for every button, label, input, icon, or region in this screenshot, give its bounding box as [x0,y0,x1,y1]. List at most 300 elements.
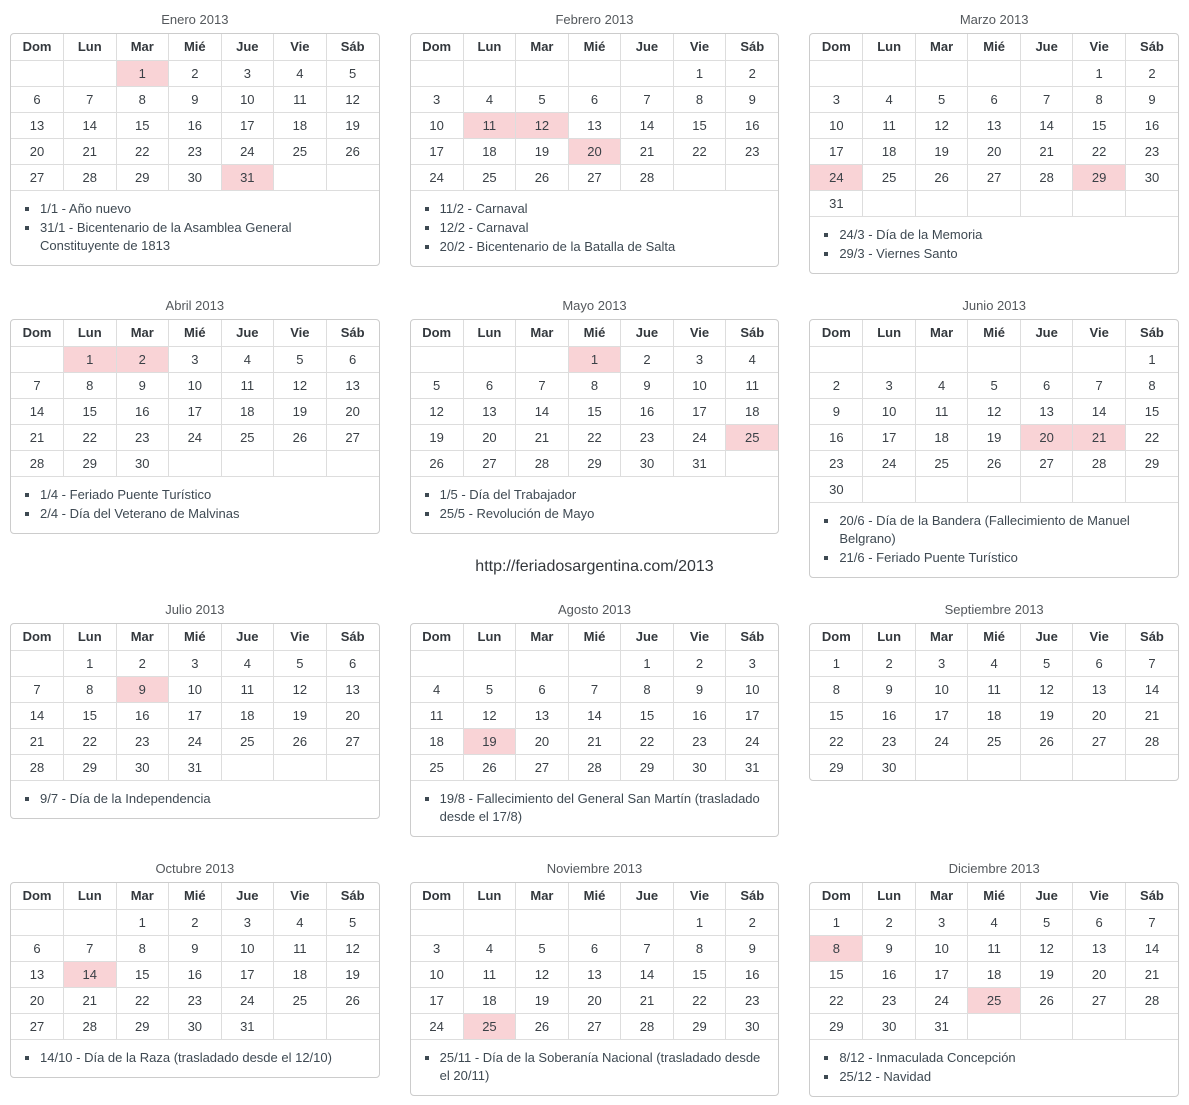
holiday-notes-list [810,1039,1178,1096]
day-cell: 10 [810,112,863,138]
day-cell: 13 [463,398,516,424]
empty-day-cell [1020,346,1073,372]
day-header-cell: Sáb [1125,34,1178,60]
day-cell: 15 [116,961,169,987]
day-cell: 7 [64,935,117,961]
day-header-cell: Mié [968,320,1021,346]
day-cell: 8 [116,935,169,961]
day-cell: 29 [116,164,169,190]
empty-day-cell [326,164,379,190]
day-cell: 9 [810,398,863,424]
holiday-note: ▪ 1/5 - Día del Trabajador [440,486,769,504]
empty-day-cell [274,164,327,190]
empty-day-cell [411,60,464,86]
holiday-note: ▪ 24/3 - Día de la Memoria [839,226,1168,244]
day-cell: 19 [915,138,968,164]
month-table [411,883,779,1039]
month-box [10,33,380,266]
day-cell: 6 [463,372,516,398]
day-cell: 3 [915,909,968,935]
empty-day-cell [463,909,516,935]
day-cell: 17 [169,702,222,728]
day-header-cell: Mié [968,883,1021,909]
day-header-cell: Vie [1073,624,1126,650]
day-cell: 3 [169,346,222,372]
day-cell: 11 [726,372,779,398]
day-cell: 24 [726,728,779,754]
empty-day-cell [274,1013,327,1039]
day-cell: 7 [1125,650,1178,676]
day-cell: 9 [169,935,222,961]
day-cell: 26 [1020,987,1073,1013]
day-cell: 23 [863,728,916,754]
empty-day-cell [411,346,464,372]
day-cell: 21 [621,138,674,164]
day-cell: 6 [11,935,64,961]
day-cell: 31 [673,450,726,476]
day-cell: 17 [915,702,968,728]
day-header-cell: Dom [411,320,464,346]
day-cell: 21 [516,424,569,450]
day-cell: 14 [621,961,674,987]
empty-day-cell [516,909,569,935]
month-title: Junio 2013 [962,298,1026,313]
day-cell: 1 [64,650,117,676]
empty-day-cell [11,60,64,86]
holiday-note: ▪ 1/4 - Feriado Puente Turístico [40,486,369,504]
day-cell: 18 [221,398,274,424]
day-cell: 9 [169,86,222,112]
day-cell: 11 [968,935,1021,961]
day-header-cell: Dom [11,320,64,346]
empty-day-cell [568,909,621,935]
day-cell: 23 [1125,138,1178,164]
day-cell: 28 [621,164,674,190]
day-cell: 28 [64,164,117,190]
month-title: Enero 2013 [161,12,229,27]
day-header-cell: Mar [915,34,968,60]
day-cell: 26 [915,164,968,190]
day-header-cell: Mié [169,34,222,60]
day-cell: 7 [1125,909,1178,935]
day-cell: 19 [1020,961,1073,987]
day-header-cell: Sáb [726,624,779,650]
holiday-day-cell: 21 [1073,424,1126,450]
day-cell: 29 [621,754,674,780]
day-cell: 24 [169,728,222,754]
day-header-cell: Mar [516,320,569,346]
day-cell: 20 [1073,702,1126,728]
empty-day-cell [221,450,274,476]
day-cell: 16 [169,112,222,138]
day-cell: 23 [621,424,674,450]
day-cell: 17 [726,702,779,728]
day-cell: 22 [64,424,117,450]
holiday-day-cell: 1 [568,346,621,372]
day-cell: 18 [968,702,1021,728]
day-cell: 12 [274,372,327,398]
day-header-cell: Sáb [1125,624,1178,650]
holiday-notes-list [411,476,779,533]
day-cell: 2 [169,60,222,86]
day-cell: 20 [11,138,64,164]
month-title: Marzo 2013 [959,12,1029,27]
day-header-cell: Jue [1020,320,1073,346]
day-header-cell: Mié [968,34,1021,60]
day-cell: 5 [516,86,569,112]
day-cell: 6 [516,676,569,702]
day-header-cell: Mié [568,320,621,346]
day-cell: 19 [1020,702,1073,728]
day-cell: 19 [274,702,327,728]
day-header-cell: Mar [116,34,169,60]
holiday-note: ▪ 9/7 - Día de la Independencia [40,790,369,808]
day-cell: 12 [274,676,327,702]
day-header-cell: Sáb [326,624,379,650]
holiday-note: ▪ 1/1 - Año nuevo [40,200,369,218]
day-cell: 28 [1073,450,1126,476]
day-header-cell: Jue [221,320,274,346]
day-cell: 18 [274,112,327,138]
day-cell: 1 [1125,346,1178,372]
day-cell: 21 [11,728,64,754]
day-header-cell: Sáb [1125,883,1178,909]
day-cell: 3 [673,346,726,372]
day-cell: 5 [274,346,327,372]
empty-day-cell [915,60,968,86]
day-cell: 18 [411,728,464,754]
day-cell: 28 [1125,728,1178,754]
day-cell: 30 [1125,164,1178,190]
day-cell: 5 [326,60,379,86]
day-cell: 15 [810,702,863,728]
day-cell: 9 [863,676,916,702]
day-cell: 24 [673,424,726,450]
empty-day-cell [863,190,916,216]
empty-day-cell [968,346,1021,372]
day-cell: 1 [810,650,863,676]
day-cell: 13 [11,961,64,987]
day-cell: 27 [11,1013,64,1039]
holiday-day-cell: 11 [463,112,516,138]
day-header-cell: Sáb [726,320,779,346]
empty-day-cell [968,60,1021,86]
day-cell: 26 [516,164,569,190]
day-cell: 27 [568,1013,621,1039]
holiday-note: ▪ 14/10 - Día de la Raza (trasladado desde el 12/10) [40,1049,369,1067]
day-cell: 11 [968,676,1021,702]
day-header-cell: Mar [915,320,968,346]
month-box [10,319,380,534]
holiday-day-cell: 20 [568,138,621,164]
empty-day-cell [411,650,464,676]
day-cell: 25 [221,728,274,754]
day-cell: 27 [11,164,64,190]
day-cell: 16 [863,961,916,987]
empty-day-cell [726,164,779,190]
holiday-notes-list [11,1039,379,1077]
day-cell: 20 [516,728,569,754]
empty-day-cell [463,60,516,86]
day-cell: 22 [673,138,726,164]
empty-day-cell [621,60,674,86]
day-header-cell: Mié [568,624,621,650]
day-header-cell: Mar [516,34,569,60]
day-cell: 21 [11,424,64,450]
day-cell: 15 [621,702,674,728]
month-cell [809,602,1179,837]
day-header-cell: Jue [621,883,674,909]
day-header-cell: Dom [411,624,464,650]
day-cell: 13 [1020,398,1073,424]
day-cell: 7 [621,935,674,961]
day-cell: 31 [915,1013,968,1039]
day-cell: 24 [863,450,916,476]
day-cell: 5 [411,372,464,398]
day-cell: 29 [1125,450,1178,476]
empty-day-cell [621,909,674,935]
day-cell: 8 [673,935,726,961]
day-cell: 13 [1073,935,1126,961]
day-cell: 14 [64,112,117,138]
day-cell: 14 [11,702,64,728]
holiday-notes-list [411,1039,779,1095]
day-cell: 3 [221,60,274,86]
month-box [410,33,780,267]
day-header-cell: Dom [411,883,464,909]
holiday-notes-list [411,780,779,836]
day-cell: 24 [411,164,464,190]
day-cell: 29 [64,450,117,476]
holiday-day-cell: 29 [1073,164,1126,190]
day-cell: 12 [516,961,569,987]
day-cell: 31 [169,754,222,780]
day-cell: 30 [810,476,863,502]
day-cell: 18 [463,987,516,1013]
day-cell: 8 [621,676,674,702]
day-cell: 5 [968,372,1021,398]
day-cell: 19 [516,987,569,1013]
day-cell: 14 [1073,398,1126,424]
day-cell: 27 [968,164,1021,190]
empty-day-cell [221,754,274,780]
day-cell: 10 [915,935,968,961]
day-cell: 11 [274,86,327,112]
day-cell: 15 [64,398,117,424]
day-cell: 6 [568,935,621,961]
day-header-cell: Dom [11,883,64,909]
day-header-cell: Jue [1020,624,1073,650]
empty-day-cell [274,450,327,476]
day-cell: 10 [673,372,726,398]
day-cell: 6 [968,86,1021,112]
day-cell: 20 [568,987,621,1013]
empty-day-cell [1125,1013,1178,1039]
day-cell: 12 [915,112,968,138]
day-cell: 12 [326,86,379,112]
month-title: Septiembre 2013 [944,602,1044,617]
empty-day-cell [726,450,779,476]
empty-day-cell [1020,754,1073,780]
day-cell: 29 [64,754,117,780]
month-table [810,624,1178,780]
empty-day-cell [810,346,863,372]
day-header-cell: Vie [274,320,327,346]
day-cell: 26 [274,424,327,450]
day-header-cell: Lun [64,34,117,60]
day-cell: 11 [915,398,968,424]
day-cell: 7 [64,86,117,112]
empty-day-cell [1020,190,1073,216]
holiday-note: ▪ 20/2 - Bicentenario de la Batalla de Salta [440,238,769,256]
day-header-cell: Vie [673,34,726,60]
day-header-cell: Lun [863,34,916,60]
day-cell: 1 [673,60,726,86]
day-cell: 11 [863,112,916,138]
day-cell: 6 [1073,650,1126,676]
day-header-cell: Lun [863,883,916,909]
day-header-cell: Mar [116,883,169,909]
day-cell: 20 [968,138,1021,164]
empty-day-cell [1125,190,1178,216]
day-cell: 10 [863,398,916,424]
empty-day-cell [568,650,621,676]
day-cell: 1 [673,909,726,935]
day-cell: 25 [274,138,327,164]
day-cell: 22 [568,424,621,450]
day-header-cell: Sáb [326,320,379,346]
day-header-cell: Jue [621,624,674,650]
day-cell: 10 [411,961,464,987]
day-cell: 13 [326,676,379,702]
day-header-cell: Lun [463,34,516,60]
day-header-cell: Sáb [326,34,379,60]
day-cell: 19 [326,112,379,138]
empty-day-cell [1073,190,1126,216]
day-cell: 3 [169,650,222,676]
day-cell: 29 [568,450,621,476]
day-header-cell: Lun [863,624,916,650]
day-cell: 5 [274,650,327,676]
day-cell: 3 [863,372,916,398]
day-header-cell: Vie [1073,34,1126,60]
empty-day-cell [326,1013,379,1039]
empty-day-cell [968,754,1021,780]
month-cell [10,298,380,578]
day-cell: 4 [968,650,1021,676]
day-cell: 4 [221,346,274,372]
holiday-note: ▪ 20/6 - Día de la Bandera (Fallecimiento de Manuel Belgrano) [839,512,1168,548]
day-cell: 9 [116,372,169,398]
day-cell: 26 [463,754,516,780]
holiday-note: ▪ 25/12 - Navidad [839,1068,1168,1086]
day-cell: 22 [116,138,169,164]
day-cell: 11 [274,935,327,961]
day-cell: 18 [274,961,327,987]
day-cell: 5 [326,909,379,935]
month-cell [410,12,780,274]
holiday-notes-list [11,476,379,533]
day-cell: 13 [568,961,621,987]
day-cell: 6 [1073,909,1126,935]
day-cell: 28 [11,754,64,780]
day-cell: 13 [968,112,1021,138]
holiday-day-cell: 9 [116,676,169,702]
empty-day-cell [1073,346,1126,372]
day-cell: 12 [1020,935,1073,961]
day-header-cell: Lun [463,320,516,346]
holiday-day-cell: 12 [516,112,569,138]
empty-day-cell [1020,60,1073,86]
day-header-cell: Dom [810,883,863,909]
day-cell: 30 [673,754,726,780]
empty-day-cell [863,476,916,502]
day-cell: 4 [221,650,274,676]
day-cell: 23 [726,138,779,164]
month-cell [809,12,1179,274]
empty-day-cell [673,164,726,190]
holiday-day-cell: 1 [116,60,169,86]
day-header-cell: Mar [116,624,169,650]
empty-day-cell [1073,1013,1126,1039]
day-cell: 26 [516,1013,569,1039]
day-cell: 23 [169,138,222,164]
empty-day-cell [915,754,968,780]
month-cell [410,602,780,837]
day-cell: 1 [621,650,674,676]
day-cell: 19 [516,138,569,164]
empty-day-cell [516,346,569,372]
day-cell: 13 [11,112,64,138]
day-cell: 27 [1020,450,1073,476]
empty-day-cell [326,754,379,780]
day-cell: 10 [726,676,779,702]
day-cell: 30 [116,754,169,780]
day-header-cell: Vie [274,883,327,909]
empty-day-cell [968,1013,1021,1039]
day-cell: 3 [915,650,968,676]
day-cell: 14 [1125,935,1178,961]
month-cell [10,12,380,274]
day-cell: 21 [64,138,117,164]
day-cell: 25 [463,164,516,190]
day-cell: 29 [810,754,863,780]
day-cell: 28 [64,1013,117,1039]
day-cell: 26 [968,450,1021,476]
month-box [809,319,1179,578]
day-header-cell: Mar [915,883,968,909]
day-cell: 15 [116,112,169,138]
day-cell: 17 [411,138,464,164]
day-cell: 16 [810,424,863,450]
holiday-notes-list [810,502,1178,577]
day-cell: 3 [411,935,464,961]
day-cell: 1 [810,909,863,935]
day-cell: 21 [1125,961,1178,987]
day-cell: 24 [221,987,274,1013]
day-cell: 17 [915,961,968,987]
day-cell: 23 [863,987,916,1013]
day-header-cell: Mié [169,624,222,650]
day-cell: 28 [1020,164,1073,190]
day-cell: 31 [726,754,779,780]
day-cell: 9 [1125,86,1178,112]
day-cell: 23 [673,728,726,754]
holiday-note: ▪ 25/5 - Revolución de Mayo [440,505,769,523]
site-url-caption[interactable]: http://feriadosargentina.com/2013 [475,558,714,575]
day-cell: 8 [64,676,117,702]
day-cell: 9 [673,676,726,702]
